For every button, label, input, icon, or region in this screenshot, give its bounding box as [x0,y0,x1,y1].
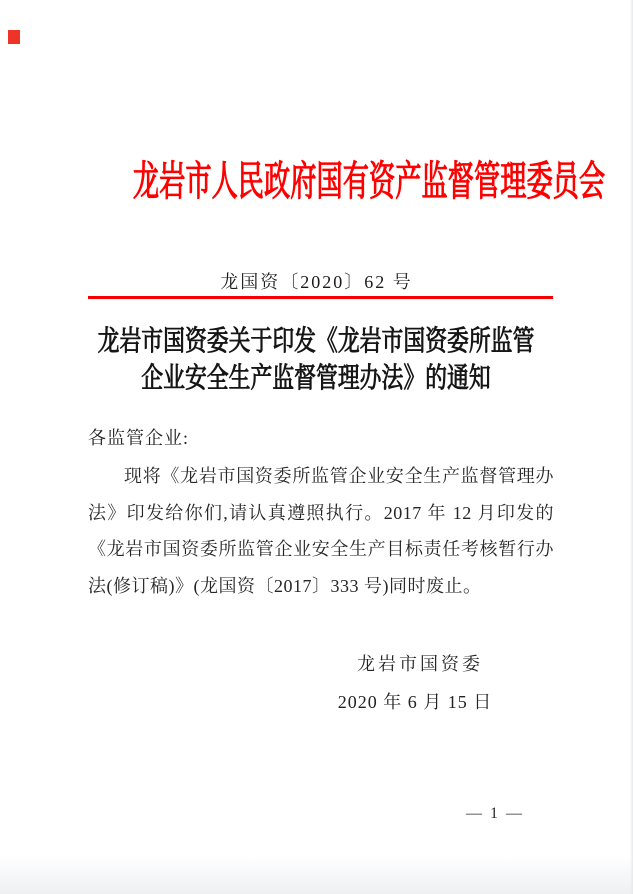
document-title [0,323,633,397]
signature-organization: 龙岩市国资委 [357,654,483,674]
document-title-line2-text: 企业安全生产监督管理办法》的通知 [141,363,492,394]
red-corner-mark [8,30,20,44]
masthead [0,148,633,207]
document-title-line1-text: 龙岩市国资委关于印发《龙岩市国资委所监管 [98,326,535,357]
salutation: 各监管企业: [88,428,190,448]
body-paragraph: 现将《龙岩市国资委所监管企业安全生产监督管理办法》印发给你们,请认真遵照执行。2017 年 12 月印发的《龙岩市国资委所监管企业安全生产目标责任考核暂行办法(修订稿)》(龙国资〔2017〕333 号)同时废止。 [88,466,554,596]
agency-title: 龙岩市人民政府国有资产监督管理委员会 [132,158,606,204]
page-bottom-edge-shadow [0,856,633,894]
signature-date: 2020 年 6 月 15 日 [337,692,493,712]
document-title-line2 [0,360,633,397]
document-number: 龙国资〔2020〕62 号 [220,272,413,292]
red-separator-line [88,296,553,299]
page-number: — 1 — [466,805,524,822]
document-title-line1 [0,323,633,360]
